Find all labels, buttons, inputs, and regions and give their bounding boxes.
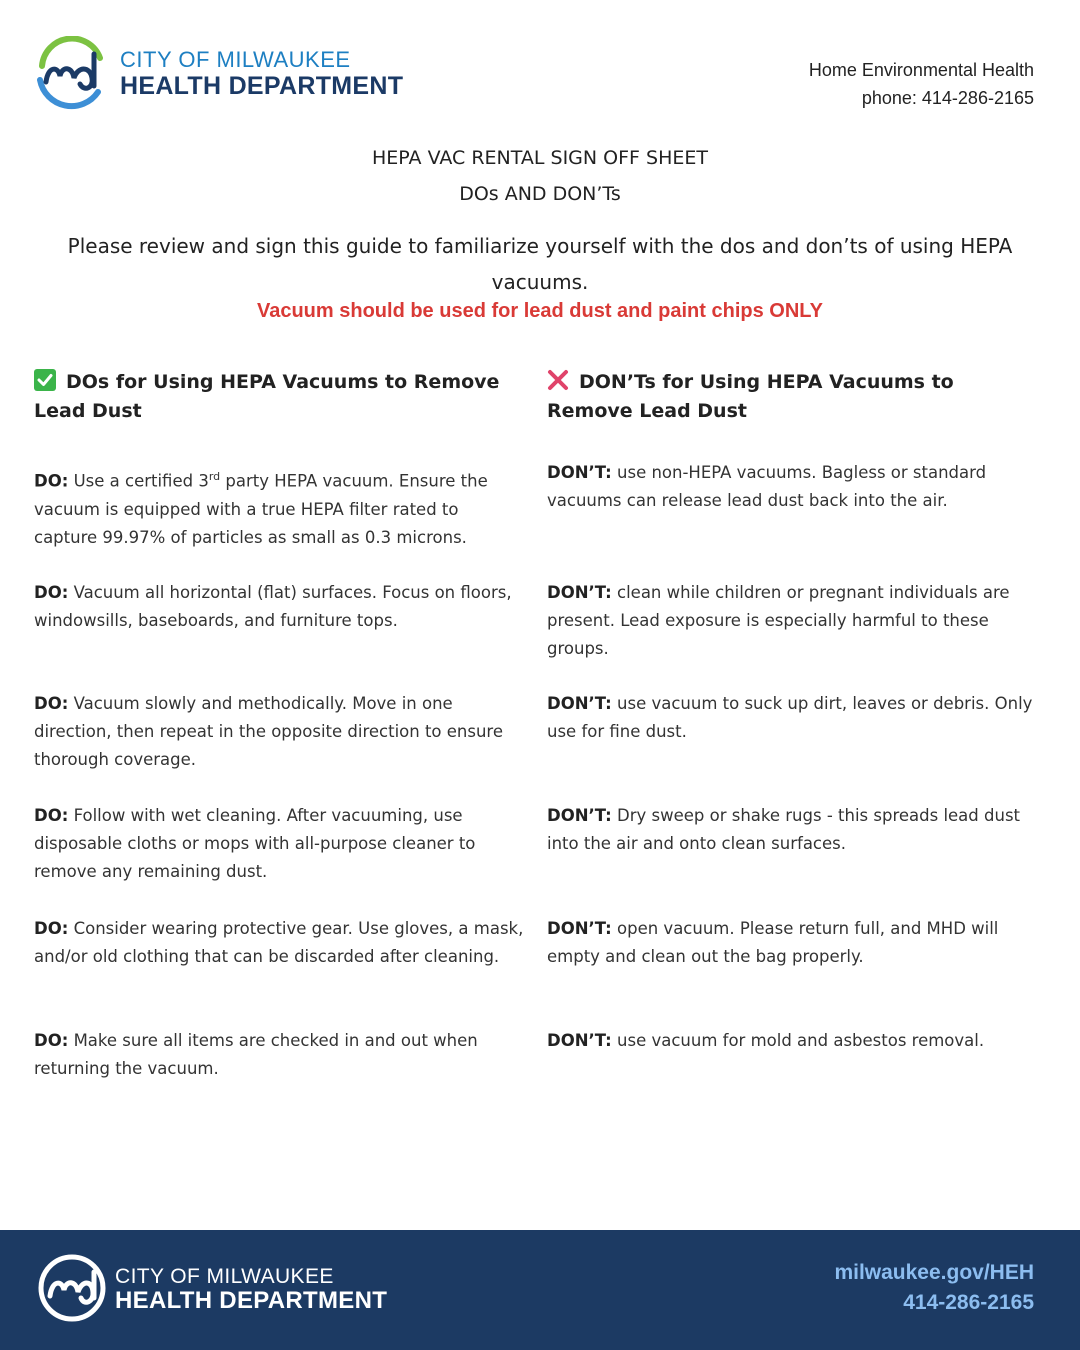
dont-text: open vacuum. Please return full, and MHD will empty and clean out the bag properly. [547, 919, 999, 966]
dont-text: use vacuum for mold and asbestos removal. [611, 1031, 985, 1050]
dos-column [34, 368, 529, 1078]
footer-org-line1: CITY OF MILWAUKEE [115, 1265, 334, 1288]
do-item [34, 1027, 524, 1083]
title-line1: HEPA VAC RENTAL SIGN OFF SHEET [372, 147, 708, 169]
dont-text: use vacuum to suck up dirt, leaves or debris. Only use for fine dust. [547, 694, 1033, 741]
dont-item [547, 579, 1037, 663]
do-text-sup: rd [208, 470, 221, 483]
department-name: Home Environmental Health [808, 60, 1034, 80]
do-text: Follow with wet cleaning. After vacuuming, use disposable cloths or mops with all-purpose cleaner to remove any remaining dust. [34, 806, 476, 881]
dont-label: DON’T: [547, 1031, 612, 1050]
dont-item [547, 459, 1037, 515]
contact-info [809, 56, 1034, 112]
do-item [34, 579, 524, 635]
do-text: party HEPA vacuum. Ensure the vacuum is equipped with a true HEPA filter rated to capture 99.97% of particles as small as 0.3 microns. [34, 471, 488, 547]
check-icon [34, 369, 56, 391]
do-item [34, 463, 524, 552]
do-label: DO: [34, 806, 69, 825]
do-label: DO: [34, 471, 69, 491]
dont-item [547, 802, 1037, 858]
do-label: DO: [34, 1031, 69, 1050]
footer-org-line2: HEALTH DEPARTMENT [115, 1287, 388, 1314]
donts-heading-text: DON’Ts for Using HEPA Vacuums to Remove Lead Dust [547, 371, 954, 422]
dont-item [547, 1027, 1037, 1055]
footer-phone: 414-286-2165 [903, 1291, 1034, 1314]
do-label: DO: [34, 919, 69, 938]
dont-label: DON’T: [547, 463, 612, 482]
do-label: DO: [34, 694, 69, 713]
dont-label: DON’T: [547, 806, 612, 825]
do-text: Make sure all items are checked in and out when returning the vacuum. [34, 1031, 478, 1078]
dont-label: DON’T: [547, 583, 612, 602]
mhd-logo-icon [34, 36, 108, 110]
dont-text: use non-HEPA vacuums. Bagless or standard vacuums can release lead dust back into the air. [547, 463, 987, 510]
donts-heading [547, 368, 1042, 438]
dont-label: DON’T: [547, 919, 612, 938]
footer-website-link[interactable]: milwaukee.gov/HEH [834, 1261, 1034, 1284]
page-title [0, 140, 1080, 212]
org-name-line1: CITY OF MILWAUKEE [120, 47, 351, 72]
do-item [34, 802, 524, 886]
dont-text: clean while children or pregnant individuals are present. Lead exposure is especially harmful to these groups. [547, 583, 1010, 658]
org-name-line2: HEALTH DEPARTMENT [120, 72, 404, 100]
do-label: DO: [34, 583, 69, 602]
header-logo [34, 34, 454, 112]
do-text: Vacuum slowly and methodically. Move in one direction, then repeat in the opposite direction to ensure thorough coverage. [34, 694, 503, 769]
do-text: Vacuum all horizontal (flat) surfaces. Focus on floors, windowsills, baseboards, and furniture tops. [34, 583, 512, 630]
dont-item [547, 690, 1037, 746]
do-text-pre: Use a certified 3 [68, 471, 209, 491]
dont-label: DON’T: [547, 694, 612, 713]
footer [0, 1230, 1080, 1350]
cross-icon [547, 369, 569, 391]
dont-item [547, 915, 1037, 971]
do-text: Consider wearing protective gear. Use gloves, a mask, and/or old clothing that can be discarded after cleaning. [34, 919, 524, 966]
intro-text: Please review and sign this guide to familiarize yourself with the dos and don’ts of using HEPA vacuums. [67, 234, 1013, 294]
do-item [34, 690, 524, 774]
warning-text: Vacuum should be used for lead dust and paint chips ONLY [256, 300, 823, 322]
title-line2: DOs AND DON’Ts [459, 183, 621, 205]
donts-column [547, 368, 1042, 1050]
dos-heading-text: DOs for Using HEPA Vacuums to Remove Lead Dust [34, 371, 500, 422]
dos-heading [34, 368, 529, 438]
contact-phone: phone: 414-286-2165 [861, 88, 1034, 108]
dont-text: Dry sweep or shake rugs - this spreads lead dust into the air and onto clean surfaces. [547, 806, 1021, 853]
do-item [34, 915, 524, 971]
mhd-logo-white-icon [36, 1252, 108, 1324]
